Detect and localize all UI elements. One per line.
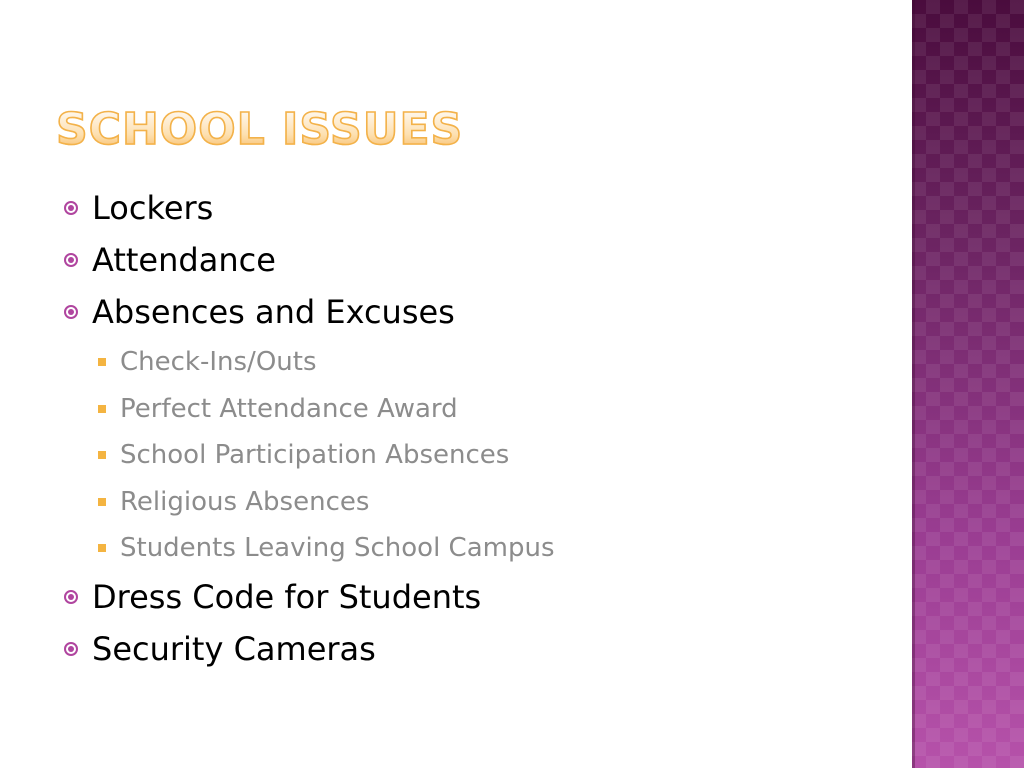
- square-bullet-icon: [98, 544, 106, 552]
- sublist-item-label: Religious Absences: [120, 486, 370, 517]
- list-item-label: Lockers: [92, 189, 214, 227]
- sublist-item-check-ins-outs: [64, 342, 894, 389]
- list-item-label: Security Cameras: [92, 629, 376, 668]
- square-bullet-icon: [98, 498, 106, 506]
- decorative-side-band: [912, 0, 1024, 768]
- circle-dot-icon: [64, 201, 78, 215]
- square-bullet-icon: [98, 405, 106, 413]
- sublist-item-label: School Participation Absences: [120, 440, 510, 470]
- slide-title: SCHOOL ISSUES: [56, 104, 464, 155]
- list-item-attendance: [64, 238, 894, 290]
- list-item-dress-code: [64, 575, 894, 627]
- square-bullet-icon: [98, 451, 106, 459]
- list-item-label: Dress Code for Students: [92, 577, 482, 616]
- list-item-label: Attendance: [92, 241, 276, 279]
- sublist-item-label: Students Leaving School Campus: [120, 533, 555, 563]
- square-bullet-icon: [98, 358, 106, 366]
- list-item-security-cameras: [64, 627, 894, 679]
- sublist-item-religious-absences: [64, 482, 894, 529]
- sublist-item-label: Check-Ins/Outs: [120, 347, 317, 377]
- sublist-item-perfect-attendance-award: [64, 389, 894, 436]
- bullet-list: [64, 186, 894, 679]
- circle-dot-icon: [64, 642, 78, 656]
- list-item-label: Absences and Excuses: [92, 293, 455, 331]
- sublist-item-school-participation-absences: [64, 435, 894, 482]
- side-band-edge: [912, 0, 915, 768]
- list-item-absences-and-excuses: [64, 290, 894, 342]
- circle-dot-icon: [64, 253, 78, 267]
- circle-dot-icon: [64, 305, 78, 319]
- sublist-item-students-leaving-school-campus: [64, 528, 894, 575]
- circle-dot-icon: [64, 590, 78, 604]
- list-item-lockers: [64, 186, 894, 238]
- sublist-item-label: Perfect Attendance Award: [120, 393, 458, 424]
